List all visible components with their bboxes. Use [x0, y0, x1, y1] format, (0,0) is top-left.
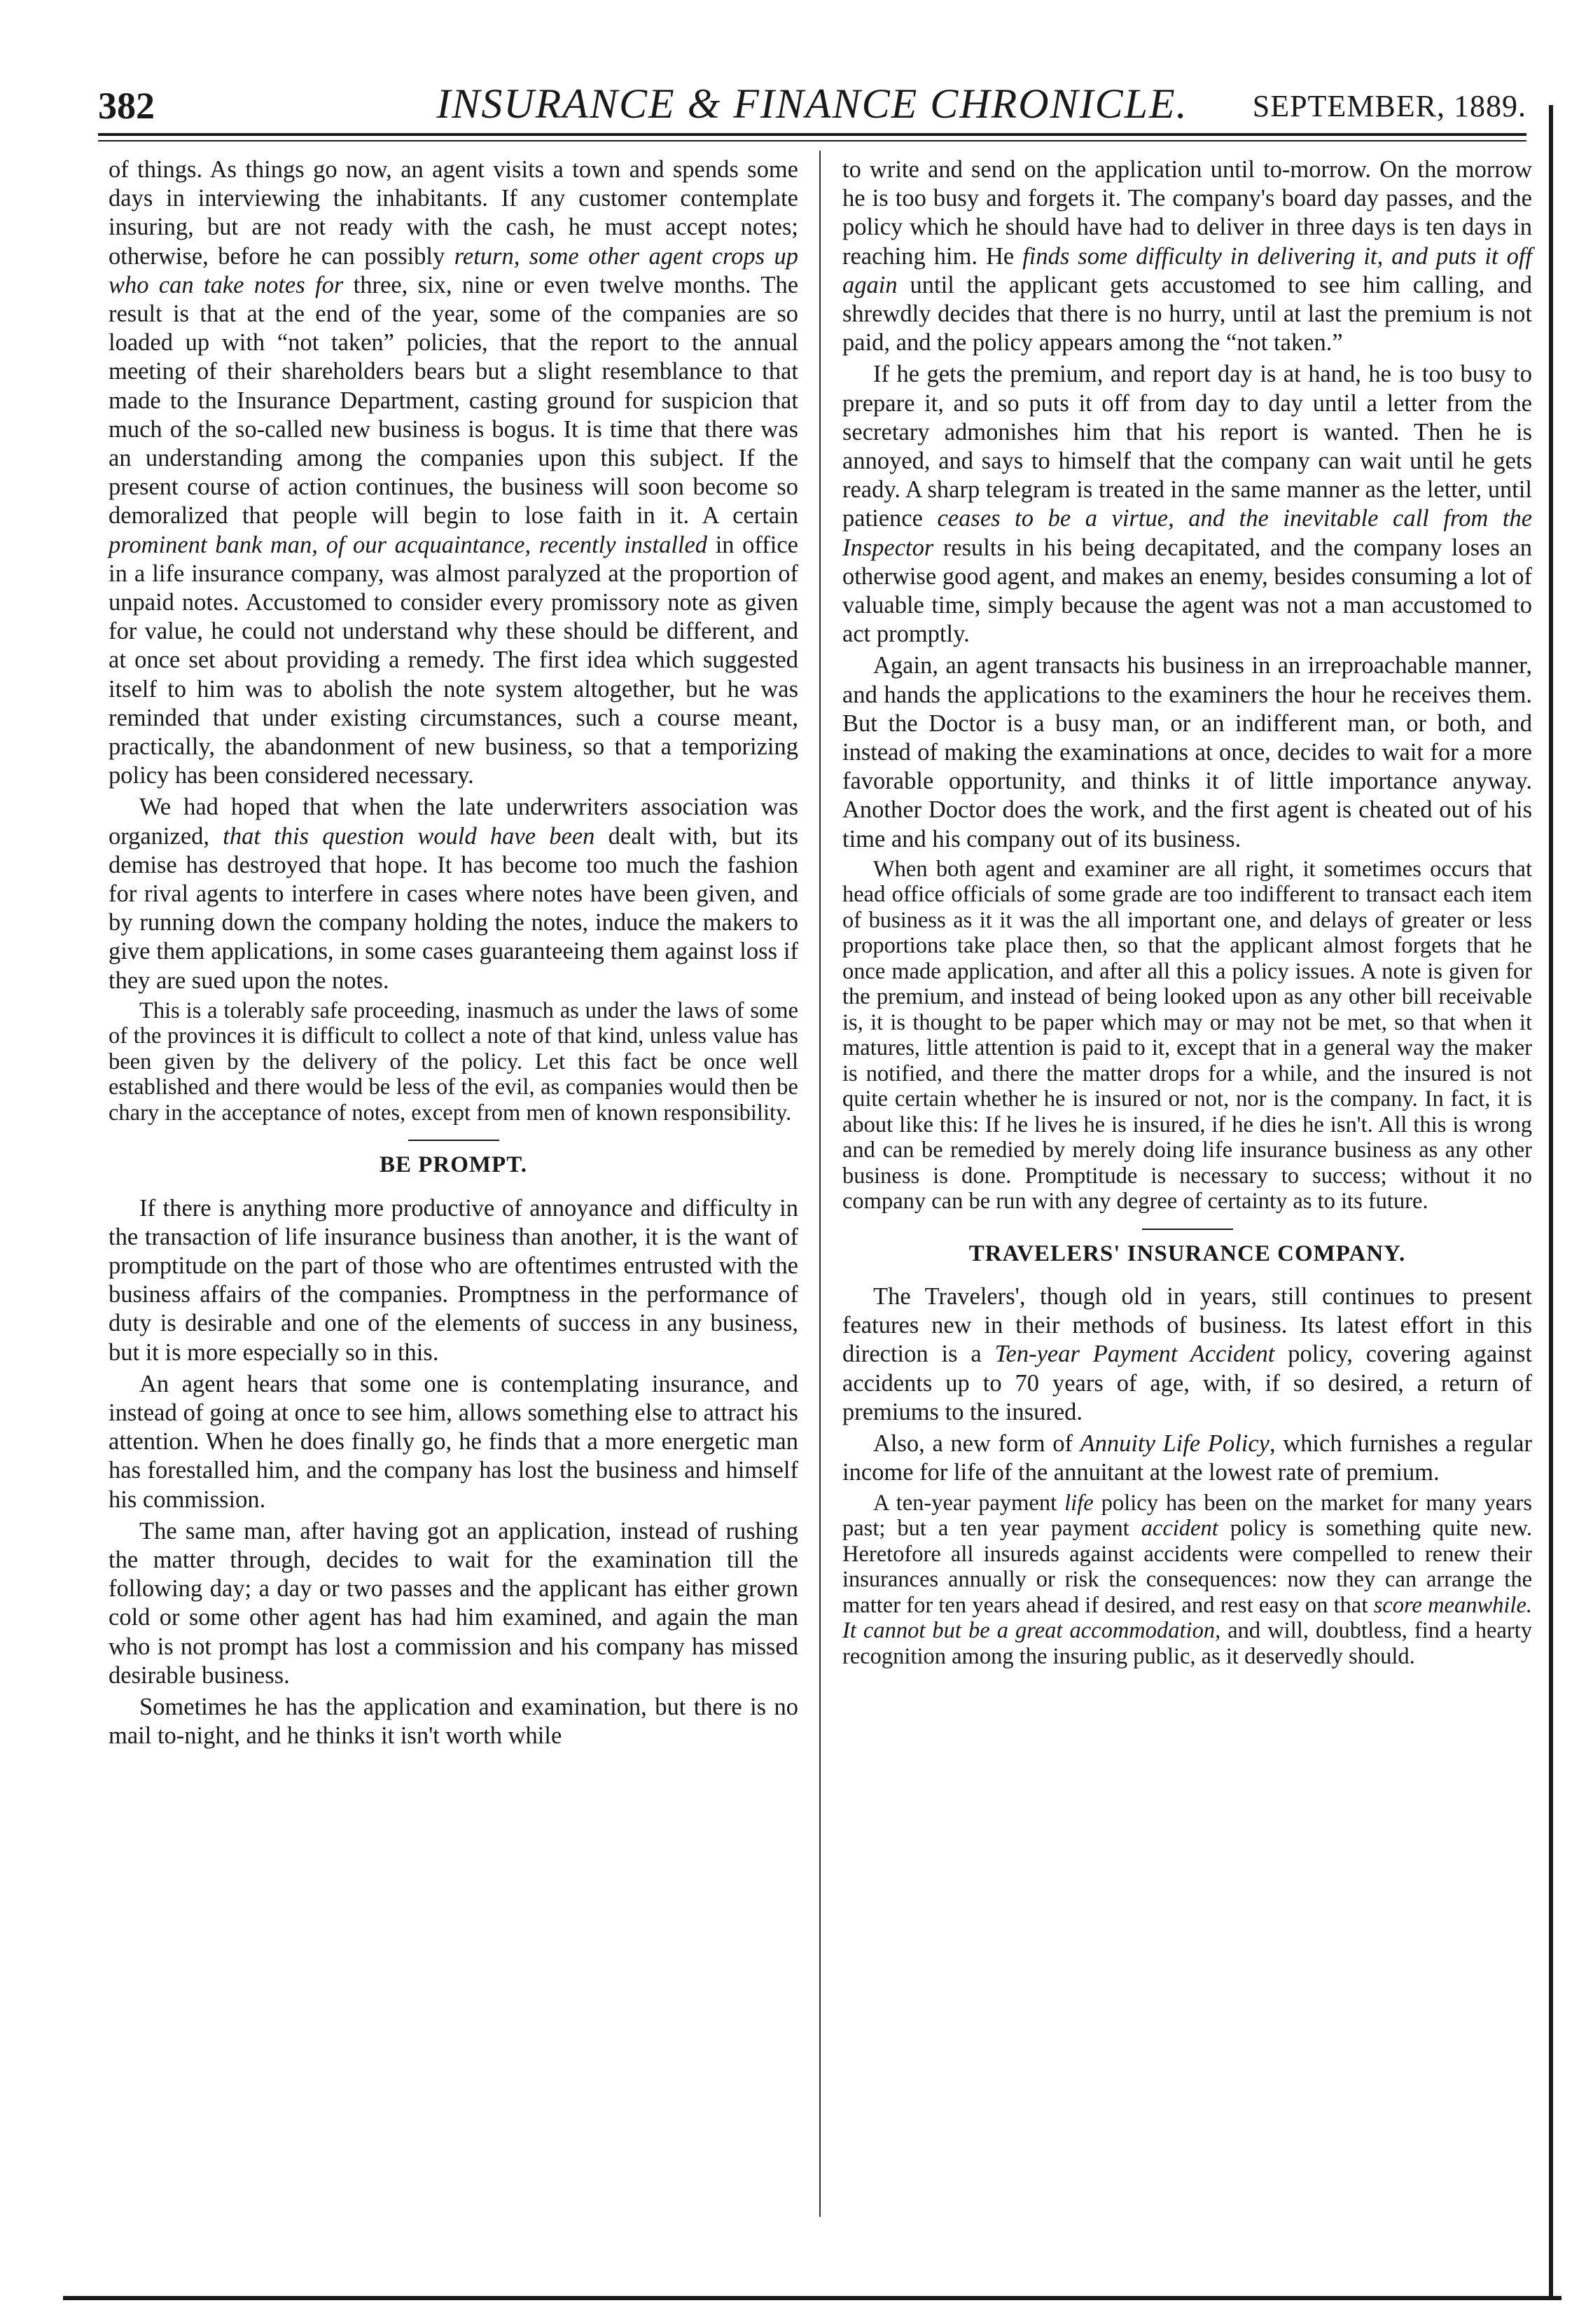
page-number: 382: [98, 85, 155, 127]
section-heading-be-prompt: BE PROMPT.: [379, 1152, 528, 1178]
left-column: [109, 155, 798, 1753]
italic-run: life: [1064, 1490, 1094, 1516]
italic-run: Annuity Life Policy: [1080, 1430, 1270, 1458]
text-run: , which furnishes a regular income for life of the annuitant at the lowest rate of premium.: [842, 1430, 1532, 1486]
text-run: policy is something quite new. Heretofore all insureds against accidents were compelled to renew their insurances annually or risk the consequences: now they can arrange the matter for ten years ahead if desired, and rest easy on that: [842, 1516, 1533, 1618]
text-run: A ten-year payment: [873, 1490, 1065, 1516]
text-run: policy has been on the market for many years past; but a ten year payment: [842, 1490, 1533, 1541]
article-paragraph: If there is anything more productive of annoyance and difficulty in the transaction of life insurance business than another, it is the want of promptitude on the part of those who are oftentimes entrusted with the business affairs of the companies. Promptness in the performance of duty is desirable and one of the elements of success in any business, but it is more especially so in this.: [109, 1194, 798, 1366]
text-run: until the applicant gets accustomed to see him calling, and shrewdly decides that there is no hurry, until at last the premium is not paid, and the policy appears among the “not taken.”: [842, 271, 1532, 357]
text-run: Also, a new form of: [873, 1430, 1080, 1458]
article-paragraph: [109, 793, 798, 995]
article-paragraph: An agent hears that some one is contemplating insurance, and instead of going at once to see him, allows something else to attract his attention. When he does finally go, he finds that a more energetic man has forestalled him, and the company has lost the business and himself his commission.: [109, 1370, 798, 1513]
section-rule: [1142, 1229, 1233, 1230]
article-paragraph: This is a tolerably safe proceeding, inasmuch as under the laws of some of the provinces it is difficult to collect a note of that kind, unless value has been given by the delivery of the policy. Let this fact be once well established and there would be less of the evil, as companies would then be chary in the acceptance of notes, except from men of known responsibility.: [109, 997, 798, 1126]
italic-run: return, some other agent crops up who can take notes for: [109, 242, 798, 298]
issue-date: SEPTEMBER, 1889.: [1252, 89, 1526, 123]
text-run: results in his being decapitated, and the company loses an otherwise good agent, and makes an enemy, besides consuming a lot of valuable time, simply because the agent was not a man accustomed to act promptly.: [842, 534, 1532, 648]
section-rule: [408, 1140, 499, 1141]
article-paragraph: [842, 155, 1532, 357]
text-run: We had hoped that when the late underwriters association was organized,: [109, 794, 798, 850]
text-run: in office in a life insurance company, was almost paralyzed at the proportion of unpaid notes. Accustomed to consider every promissory note as given for value, he could not understand why these should be different, and at once set about providing a remedy. The first idea which suggested itself to him was to abolish the note system altogether, but he was reminded that under existing circumstances, such a course meant, practically, the abandonment of new business, so that a temporizing policy has been considered necessary.: [109, 531, 798, 789]
running-header: [98, 78, 1526, 134]
italic-run: ceases to be a virtue, and the inevitable call from the Inspector: [842, 505, 1533, 561]
section-heading-travelers: TRAVELERS' INSURANCE COMPANY.: [968, 1240, 1406, 1266]
column-divider: [819, 151, 821, 2217]
article-paragraph: [109, 155, 798, 790]
italic-run: prominent bank man, of our acquaintance, recently installed: [109, 531, 708, 558]
header-rule: [98, 133, 1526, 136]
italic-run: accident: [1141, 1516, 1218, 1541]
text-run: and will, doubtless, find a hearty recognition among the insuring public, as it deservedly should.: [842, 1618, 1532, 1669]
article-paragraph: [842, 360, 1532, 649]
italic-run: that this question would have been: [223, 822, 595, 850]
italic-run: finds some difficulty in delivering it, and puts it off again: [842, 242, 1532, 298]
header-rule-thin: [98, 140, 1526, 141]
article-paragraph: [842, 1490, 1532, 1670]
italic-run: score meanwhile. It cannot but be a great accommodation,: [842, 1592, 1532, 1643]
right-column: [842, 155, 1532, 1672]
text-run: policy, covering against accidents up to 70 years of age, with, if so desired, a return of premiums to the insured.: [842, 1341, 1533, 1425]
journal-title: INSURANCE & FINANCE CHRONICLE.: [436, 81, 1188, 127]
text-run: dealt with, but its demise has destroyed that hope. It has become too much the fashion for rival agents to interfere in cases where notes have been given, and by running down the company holding the notes, induce the makers to give them applications, in some cases guaranteeing them against loss if they are sued upon the notes.: [109, 822, 798, 994]
italic-run: Ten-year Payment Accident: [994, 1341, 1275, 1368]
text-run: of things. As things go now, an agent visits a town and spends some days in interviewing the inhabitants. If any customer contemplate insuring, but are not ready with the cash, he must accept notes; otherwise, before he can possibly: [109, 156, 798, 270]
article-paragraph: The same man, after having got an application, instead of rushing the matter through, decides to wait for the examination till the following day; a day or two passes and the applicant has either grown cold or some other agent has had him examined, and again the man who is not prompt has lost a commission and his company has missed desirable business.: [109, 1517, 798, 1689]
article-paragraph: [842, 1430, 1532, 1487]
text-run: three, six, nine or even twelve months. The result is that at the end of the year, some of the companies are so loaded up with “not taken” policies, that the report to the annual meeting of their shareholders bears but a slight resemblance to that made to the Insurance Department, casting ground for suspicion that much of the so-called new business is bogus. It is time that there was an understanding among the companies upon this subject. If the present course of action continues, the business will soon become so demoralized that people will begin to lose faith in it. A certain: [109, 271, 799, 530]
article-paragraph: When both agent and examiner are all right, it sometimes occurs that head office officials of some grade are too indifferent to transact each item of business as it it was the all important one, and delays of greater or less proportions take place then, so that the applicant almost forgets that he once made application, and after all this a policy issues. A note is given for the premium, and instead of being looked upon as any other bill receivable is, it is thought to be paper which may or may not be met, so that when it matures, little attention is paid to it, except that in a general way the maker is notified, and there the matter drops for a while, and the insured is not quite certain whether he is insured or not, nor is the company. In fact, it is about like this: If he lives he is insured, if he dies he isn't. All this is wrong and can be remedied by merely doing life insurance business as any other business is done. Promptitude is necessary to success; without it no company can be run with any degree of certainty as to its future.: [842, 856, 1532, 1215]
text-run: to write and send on the application until to-morrow. On the morrow he is too busy and forgets it. The company's board day passes, and the policy which he should have had to deliver in three days is ten days in reaching him. He: [842, 156, 1532, 270]
article-paragraph: Sometimes he has the application and examination, but there is no mail to-night, and he thinks it isn't worth while: [109, 1694, 798, 1750]
article-paragraph: Again, an agent transacts his business in an irreproachable manner, and hands the applications to the examiners the hour he receives them. But the Doctor is a busy man, or an indifferent man, or both, and instead of making the examinations at once, decides to wait for a more favorable opportunity, and thinks it of little importance anyway. Another Doctor does the work, and the first agent is cheated out of his time and his company out of its business.: [842, 652, 1532, 852]
article-paragraph: [842, 1282, 1532, 1427]
bottom-rule: [63, 2296, 1561, 2300]
page-edge-shadow: [1549, 105, 1553, 2297]
text-run: The Travelers', though old in years, still continues to present features new in their methods of business. Its latest effort in this direction is a: [842, 1283, 1532, 1368]
text-run: If he gets the premium, and report day is at hand, he is too busy to prepare it, and so puts it off from day to day until a letter from the secretary admonishes him that his report is wanted. Then he is annoyed, and says to himself that the company can wait until he gets ready. A sharp telegram is treated in the same manner as the letter, until patience: [842, 361, 1532, 532]
